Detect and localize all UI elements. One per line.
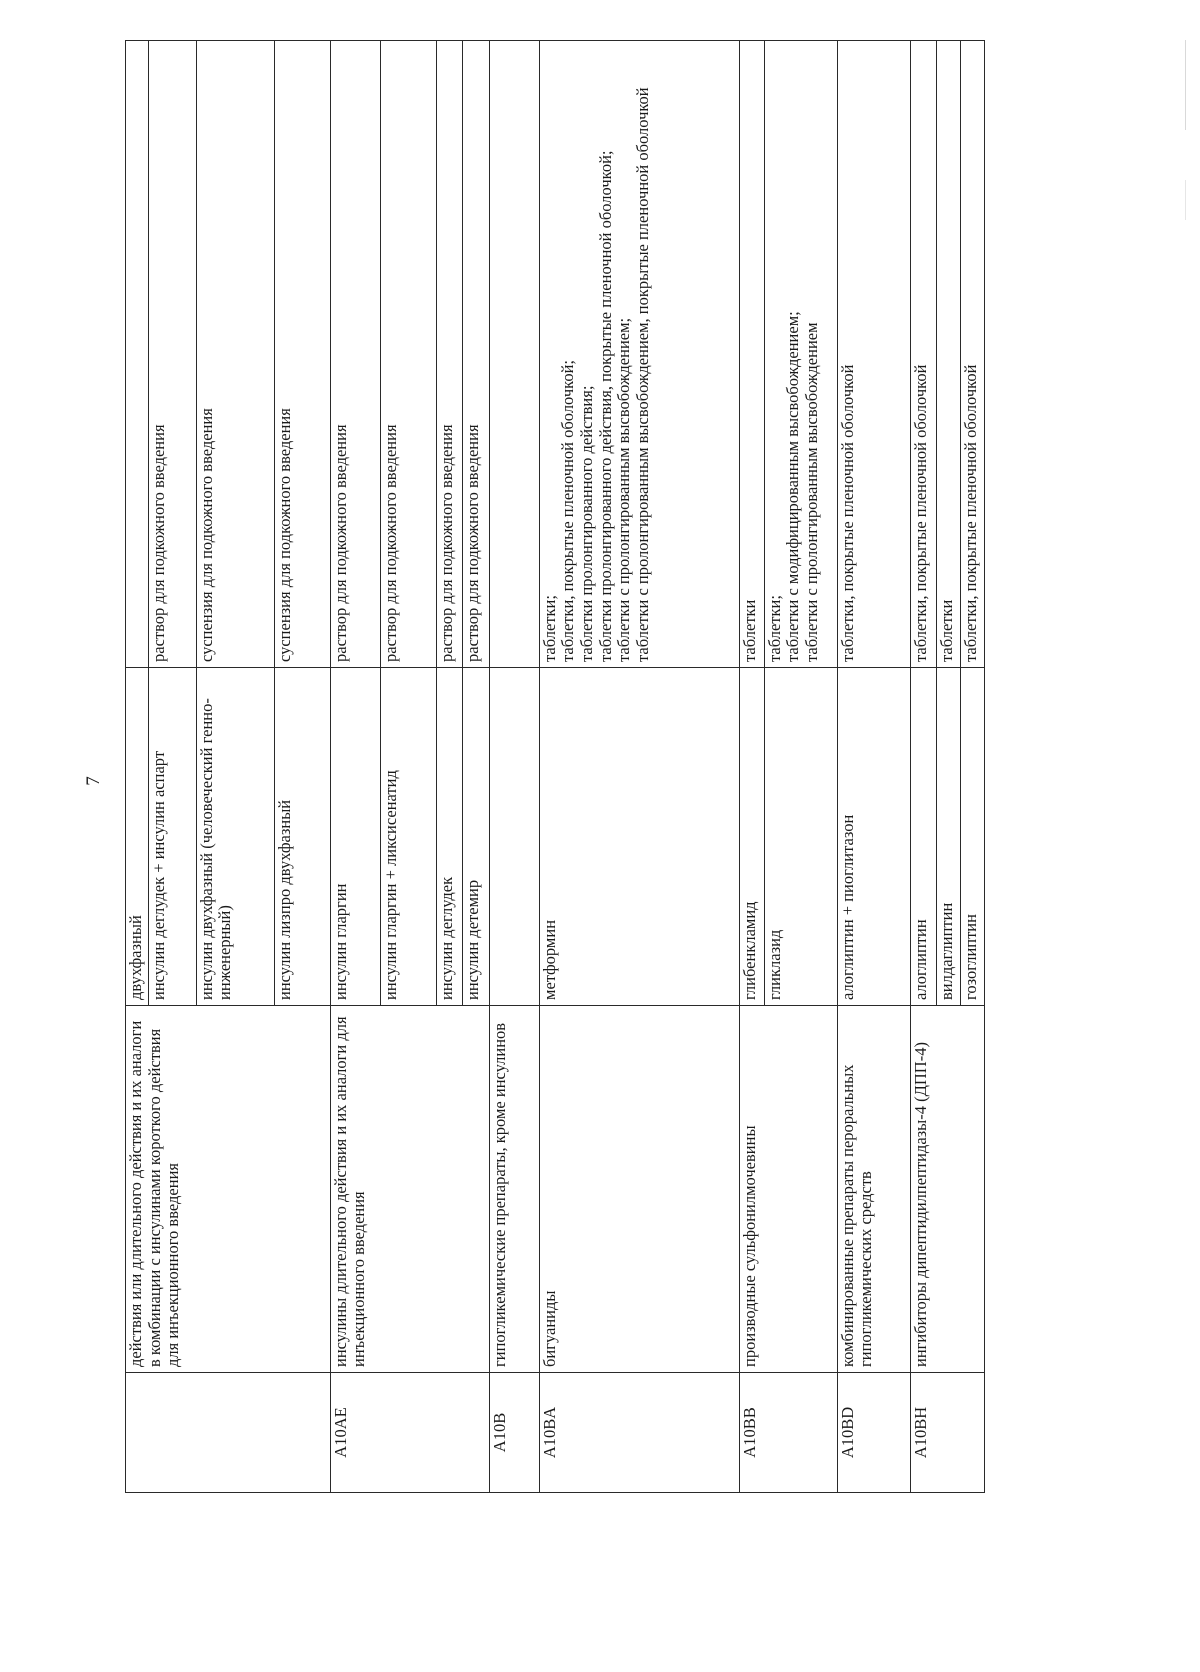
dosage-form-cell: раствор для подкожного введения [380, 41, 436, 668]
drug-name-cell: инсулин деглудек [436, 668, 462, 1006]
dosage-form-cell: раствор для подкожного введения [462, 41, 489, 668]
table-body [126, 41, 985, 1493]
drug-name-cell: инсулин лизпро двухфазный [274, 668, 330, 1006]
atc-code-cell: A10BD [837, 1373, 910, 1493]
drug-name-cell: гликлазид [764, 668, 837, 1006]
atc-code-cell: A10BH [910, 1373, 984, 1493]
drug-group-cell: бигуаниды [539, 1006, 739, 1373]
table-row [489, 41, 539, 1493]
atc-code-cell: A10BB [739, 1373, 837, 1493]
drug-name-cell: двухфазный [126, 668, 149, 1006]
drug-name-cell: алоглиптин [910, 668, 936, 1006]
dosage-form-cell: суспензия для подкожного введения [274, 41, 330, 668]
drug-group-cell: действия или длительного действия и их аналоги в комбинации с инсулинами короткого действия для инъекционного введения [126, 1006, 331, 1373]
dosage-form-cell: таблетки; таблетки с модифицированным высвобождением; таблетки с пролонгированным высвобождением [764, 41, 837, 668]
dosage-form-cell: таблетки, покрытые пленочной оболочкой [960, 41, 984, 668]
scan-artifact-line [1185, 180, 1186, 220]
drug-name-cell [489, 668, 539, 1006]
atc-code-cell: A10B [489, 1373, 539, 1493]
table-row [126, 41, 149, 1493]
dosage-form-cell: таблетки; таблетки, покрытые пленочной оболочкой; таблетки пролонгированного действия; таблетки пролонгированного действия, покрытые пленочной оболочкой; таблетки с пролонгированным высвобождением; таблетки с пролонгированным высвобождением, покрытые пленочной оболочкой [539, 41, 739, 668]
atc-code-cell [126, 1373, 331, 1493]
drug-group-cell: ингибиторы дипептидилпептидазы-4 (ДПП-4) [910, 1006, 984, 1373]
atc-code-cell: A10BA [539, 1373, 739, 1493]
drug-name-cell: вилдаглиптин [936, 668, 960, 1006]
table-row [539, 41, 739, 1493]
atc-code-cell: A10AE [330, 1373, 489, 1493]
dosage-form-cell: раствор для подкожного введения [148, 41, 196, 668]
drug-name-cell: глибенкламид [739, 668, 764, 1006]
table-row [837, 41, 910, 1493]
drug-name-cell: гозоглиптин [960, 668, 984, 1006]
dosage-form-cell: таблетки [739, 41, 764, 668]
drug-group-cell: производные сульфонилмочевины [739, 1006, 837, 1373]
drug-name-cell: инсулин деглудек + инсулин аспарт [148, 668, 196, 1006]
dosage-form-cell: раствор для подкожного введения [330, 41, 380, 668]
drug-group-cell: инсулины длительного действия и их аналоги для инъекционного введения [330, 1006, 489, 1373]
table-row [910, 41, 936, 1493]
drug-name-cell: инсулин гларгин [330, 668, 380, 1006]
scan-artifact-line [1185, 40, 1186, 130]
dosage-form-cell [126, 41, 149, 668]
dosage-form-cell: раствор для подкожного введения [436, 41, 462, 668]
drug-name-cell: алоглиптин + пиоглитазон [837, 668, 910, 1006]
dosage-form-cell: суспензия для подкожного введения [196, 41, 274, 668]
dosage-form-cell: таблетки, покрытые пленочной оболочкой [910, 41, 936, 668]
table-row [739, 41, 764, 1493]
dosage-form-cell [489, 41, 539, 668]
dosage-form-cell: таблетки [936, 41, 960, 668]
rotated-page-content [125, 41, 1032, 1493]
drug-group-cell: гипогликемические препараты, кроме инсулинов [489, 1006, 539, 1373]
table-row [330, 41, 380, 1493]
drug-list-table [125, 40, 985, 1493]
drug-group-cell: комбинированные препараты пероральных гипогликемических средств [837, 1006, 910, 1373]
dosage-form-cell: таблетки, покрытые пленочной оболочкой [837, 41, 910, 668]
drug-name-cell: метформин [539, 668, 739, 1006]
drug-name-cell: инсулин гларгин + ликсисенатид [380, 668, 436, 1006]
drug-name-cell: инсулин двухфазный (человеческий генно-инженерный) [196, 668, 274, 1006]
page-number: 7 [83, 776, 104, 786]
drug-name-cell: инсулин детемир [462, 668, 489, 1006]
